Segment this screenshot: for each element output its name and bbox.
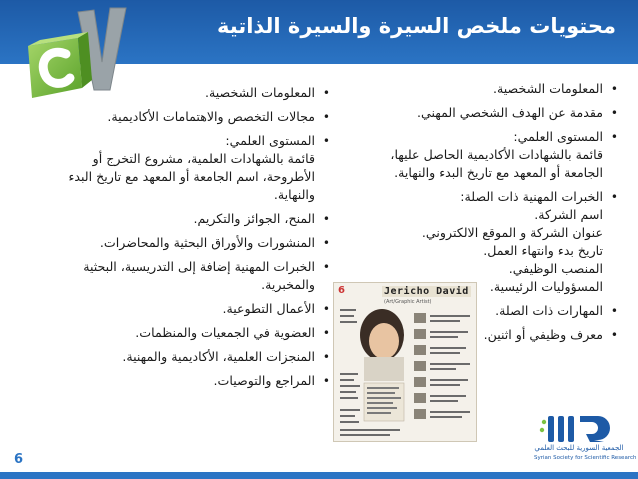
- list-item: • المستوى العلمي: قائمة بالشهادات الأكاديمية الحاصل عليها، الجامعة أو المعهد مع تاريخ البدء والنهاية.: [348, 128, 618, 182]
- list-item: • العضوية في الجمعيات والمنظمات.: [38, 324, 330, 342]
- left-column-list: [38, 84, 330, 396]
- list-item: • معرف وظيفي أو اثنين.: [348, 326, 618, 344]
- list-item: • مجالات التخصص والاهتمامات الأكاديمية.: [38, 108, 330, 126]
- footer-logo-arabic: الجمعية السورية للبحث العلمي: [534, 444, 624, 452]
- list-item: • المستوى العلمي: قائمة بالشهادات العلمية، مشروع التخرج أو الأطروحة، اسم الجامعة أو المعهد مع تاريخ البدء والنهاية.: [38, 132, 330, 204]
- resume-subtitle: (Art/Graphic Artist): [384, 299, 432, 305]
- list-item: • المنجزات العلمية، الأكاديمية والمهنية.: [38, 348, 330, 366]
- resume-graphic-icon: [334, 283, 476, 441]
- resume-sample-image: [333, 282, 477, 442]
- list-item: • الخبرات المهنية إضافة إلى التدريسية، البحثية والمخبرية.: [38, 258, 330, 294]
- slide-title: محتويات ملخص السيرة والسيرة الذاتية: [217, 14, 616, 38]
- list-item: • المنح، الجوائز والتكريم.: [38, 210, 330, 228]
- page-number: 6: [14, 452, 24, 467]
- list-item: • مقدمة عن الهدف الشخصي المهني.: [348, 104, 618, 122]
- list-item: • المراجع والتوصيات.: [38, 372, 330, 390]
- list-item: • المعلومات الشخصية.: [38, 84, 330, 102]
- bottom-bar: [0, 472, 638, 479]
- footer-logo-english: Syrian Society for Scientific Research: [534, 455, 637, 461]
- list-item: • المنشورات والأوراق البحثية والمحاضرات.: [38, 234, 330, 252]
- list-item: • المهارات ذات الصلة.: [348, 302, 618, 320]
- sssr-logo-icon: [534, 412, 637, 470]
- resume-name: Jericho David: [384, 286, 469, 297]
- list-item: • الأعمال التطوعية.: [38, 300, 330, 318]
- list-item: • الخبرات المهنية ذات الصلة: اسم الشركة. عنوان الشركة و الموقع الالكتروني. تاريخ بدء وانتهاء العمل. المنصب الوظيفي. المسؤوليات الرئيسية.: [348, 188, 618, 296]
- resume-number: 6: [338, 285, 345, 296]
- list-item: • المعلومات الشخصية.: [348, 80, 618, 98]
